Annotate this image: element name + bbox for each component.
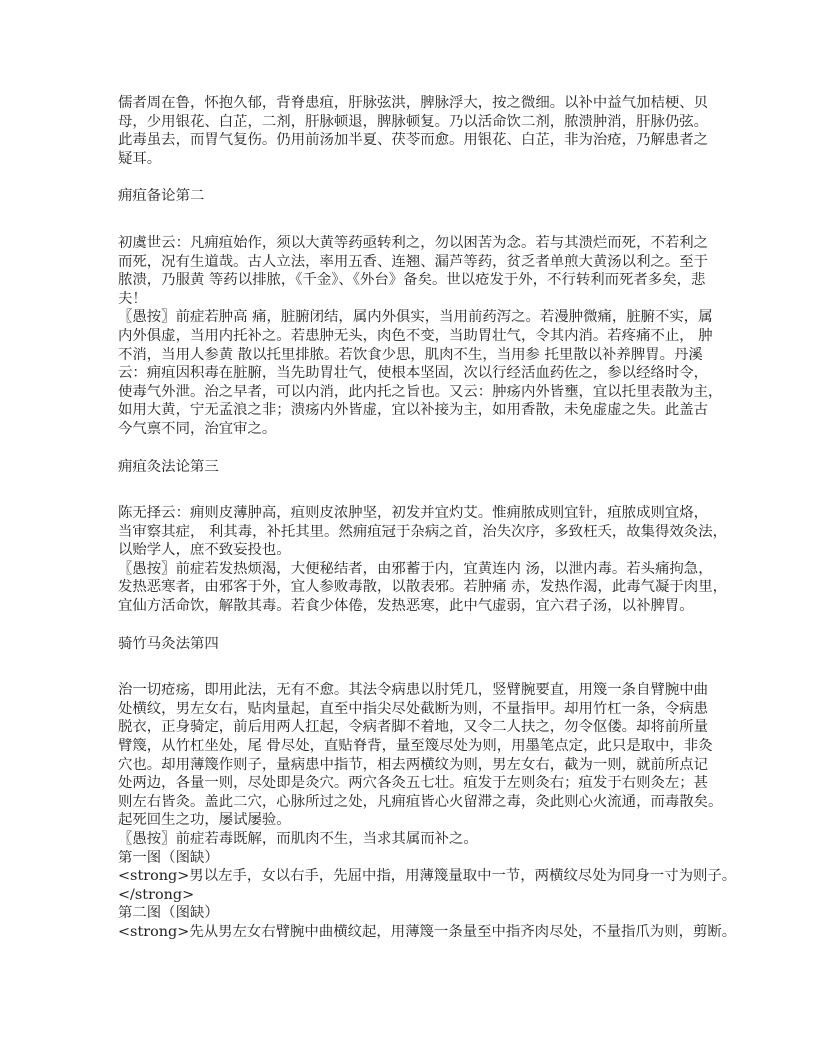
text-line: 〖愚按〗前症若毒既解，而肌肉不生，当求其属而补之。 (118, 831, 478, 847)
paragraph (118, 504, 727, 616)
text-line: 宜仙方活命饮，解散其毒。若食少体倦，发热恶寒，此中气虚弱，宜六君子汤，以补脾胃。 (118, 598, 694, 615)
text-line: 则左右皆灸。盖此二穴，心脉所过之处，凡痈疽皆心火留滞之毒，灸此则心火流通，而毒散矣。 (118, 793, 723, 810)
document-body (118, 94, 737, 942)
text-line: 发热恶寒者，由邪客于外，宜人参败毒散，以散表邪。若肿痛 赤，发热作渴，此毒气凝于肉里， (118, 579, 727, 596)
text-line: 脓溃，乃服黄 等药以排脓，《千金》、《外台》备矣。世以疮发于外，不行转利而死者多矣，悲 (118, 272, 706, 289)
text-line: </strong> (118, 886, 195, 903)
text-line: 母，少用银花、白芷，二剂，肝脉顿退，脾脉顿复。乃以活命饮二剂，脓溃肿消，肝脉仍弦。 (118, 113, 709, 130)
text-line: 处横纹，男左女右，贴肉量起，直至中指尖尽处截断为则，不量指甲。却用竹杠一条，令病患 (118, 700, 709, 717)
text-line: 此毒虽去，而胃气复伤。仍用前汤加半夏、茯苓而愈。用银花、白芷，非为治疮，乃解患者之 (118, 132, 709, 149)
text-line: 不消，当用人参黄 散以托里排脓。若饮食少思，肌肉不生，当用参 托里散以补养脾胃。丹溪 (118, 346, 703, 363)
paragraph (118, 234, 723, 439)
spacer (118, 206, 708, 234)
spacer (118, 616, 708, 635)
paragraph (118, 681, 737, 941)
text-line: 今气禀不同，治宜审之。 (118, 420, 277, 437)
text-line: 陈无择云：痈则皮薄肿高，疽则皮浓肿坚，初发并宜灼艾。惟痈脓成则宜针，疽脓成则宜烙， (118, 505, 709, 522)
section-heading: 痈疽灸法论第三 (118, 458, 219, 475)
text-line: 〖愚按〗前症若发热烦渴，大便秘结者，由邪蓄于内，宜黄连内 汤，以泄内毒。若头痛拘急， (118, 560, 713, 577)
text-line: 第二图（图缺） (118, 905, 219, 922)
text-line: 疑耳。 (118, 150, 162, 167)
text-line: 以贻学人，庶不致妄投也。 (118, 542, 291, 559)
text-line: 臂篾，从竹杠坐处，尾 骨尽处，直贴脊背，量至篾尽处为则，用墨笔点定，此只是取中，非灸 (118, 738, 713, 755)
text-line: 夫！ (118, 290, 147, 307)
text-line: 起死回生之功，屡试屡验。 (118, 812, 291, 829)
text-line: 儒者周在鲁，怀抱久郁，背脊患疽，肝脉弦洪，脾脉浮大，按之微细。以补中益气加桔梗、贝 (118, 95, 709, 111)
text-line: 〖愚按〗前症若肿高 痛，脏腑闭结，属内外俱实，当用前药泻之。若漫肿微痛，脏腑不实，属 (118, 309, 713, 326)
text-line: 脱衣，正身骑定，前后用两人扛起，令病者脚不着地，又令二人扶之，勿令伛偻。却将前所量 (118, 719, 709, 736)
text-line: 治一切疮疡，即用此法，无有不愈。其法令病患以肘凭几，竖臂腕要直，用篾一条自臂腕中曲 (118, 682, 709, 699)
text-line: 第一图（图缺） (118, 849, 219, 866)
spacer (118, 168, 708, 187)
text-line: <strong>先从男左女右臂腕中曲横纹起，用薄篾一条量至中指齐肉尽处，不量指爪为则，剪断。 (118, 923, 737, 940)
text-line: 穴也。却用薄篾作则子，量病患中指节，相去两横纹为则，男左女右，截为一则，就前所点记 (118, 756, 709, 773)
spacer (118, 439, 708, 458)
text-line: 处两边，各量一则，尽处即是灸穴。两穴各灸五七壮。疽发于左则灸右；疽发于右则灸左；甚 (118, 775, 709, 792)
text-line: <strong>男以左手，女以右手，先屈中指，用薄篾量取中一节，两横纹尽处为同身一寸为则子。 (118, 868, 737, 885)
text-line: 当审察其症， 利其毒，补托其里。然痈疽冠于杂病之首，治失次序，多致枉夭，故集得效灸法， (118, 523, 727, 540)
text-line: 内外俱虚，当用内托补之。若患肿无头，肉色不变，当助胃壮气，令其内消。若疼痛不止， 肿 (118, 327, 713, 344)
text-line: 而死，况有生道哉。古人立法，率用五香、连翘、漏芦等药，贫乏者单煎大黄汤以利之。至于 (118, 253, 709, 270)
text-line: 使毒气外泄。治之早者，可以内消，此内托之旨也。又云：肿疡内外皆壅，宜以托里表散为主， (118, 383, 723, 400)
text-line: 如用大黄，宁无孟浪之非；溃疡内外皆虚，宜以补接为主，如用香散，未免虚虚之失。此盖古 (118, 402, 709, 419)
section-heading: 骑竹马灸法第四 (118, 635, 219, 652)
section-heading: 痈疽备论第二 (118, 188, 205, 205)
text-line: 初虞世云：凡痈疽始作，须以大黄等药亟转利之，勿以困苦为念。若与其溃烂而死，不若利之 (118, 234, 709, 251)
text-line: 云：痈疽因积毒在脏腑，当先助胃壮气，使根本坚固，次以行经活血药佐之，参以经络时令， (118, 365, 709, 382)
spacer (118, 476, 708, 504)
spacer (118, 653, 708, 681)
paragraph (118, 94, 708, 168)
